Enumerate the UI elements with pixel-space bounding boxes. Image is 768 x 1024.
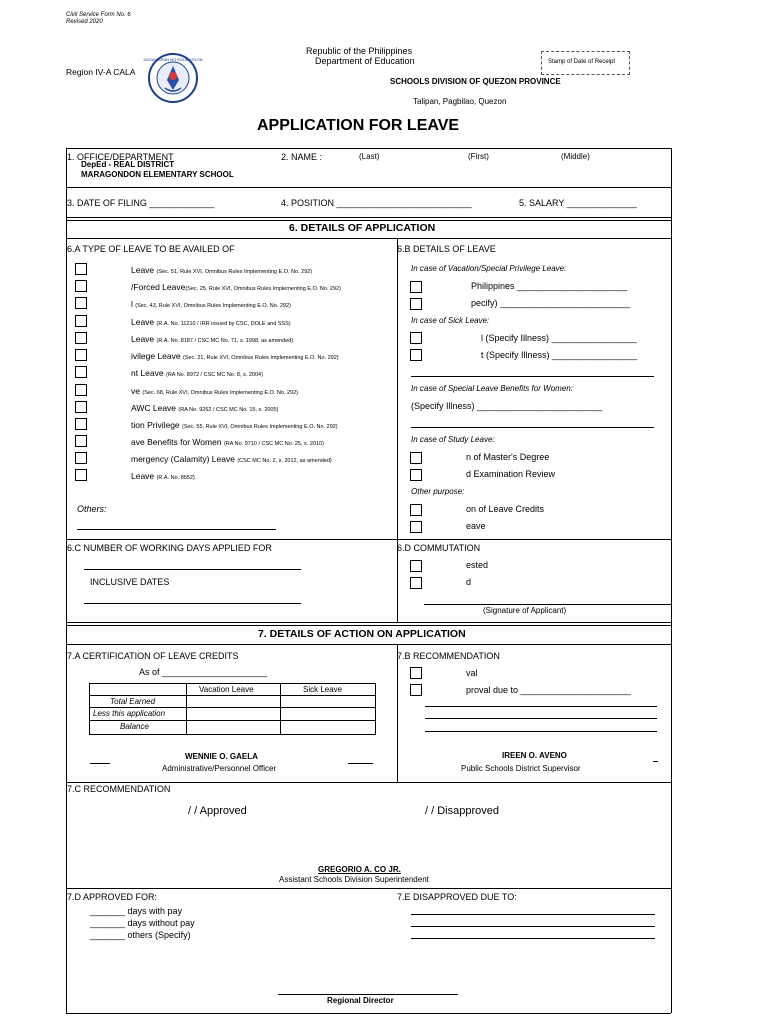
column-divider xyxy=(397,644,398,782)
form-number: Civil Service Form No. 6 xyxy=(66,12,131,18)
other-purpose-heading: Other purpose: xyxy=(411,487,465,496)
leave-type-checkbox[interactable] xyxy=(75,297,87,309)
vacation-heading: In case of Vacation/Special Privilege Leave: xyxy=(411,264,567,273)
vacation-checkbox[interactable] xyxy=(410,281,422,293)
section-6a-title: 6.A TYPE OF LEAVE TO BE AVAILED OF xyxy=(67,244,235,254)
leave-type-checkbox[interactable] xyxy=(75,384,87,396)
recommendation-option-label: proval due to ______________________ xyxy=(466,685,631,695)
table-grid-line xyxy=(89,695,375,696)
first-name-label: (First) xyxy=(468,152,489,161)
office-value-school: MARAGONDON ELEMENTARY SCHOOL xyxy=(81,170,234,179)
other-purpose-label: on of Leave Credits xyxy=(466,504,545,514)
signature-mark xyxy=(90,763,110,764)
divider xyxy=(66,187,671,188)
disapproved-reason-line[interactable] xyxy=(411,938,655,939)
as-of-field[interactable]: As of _____________________ xyxy=(139,667,268,677)
disapproved-reason-line[interactable] xyxy=(411,926,655,927)
receipt-stamp-label: Stamp of Date of Receipt xyxy=(548,59,616,65)
table-grid-line xyxy=(186,683,187,734)
working-days-input-line[interactable] xyxy=(84,569,301,570)
vacation-option-label: Philippines ______________________ xyxy=(471,281,628,291)
deped-seal-logo xyxy=(143,52,203,104)
sick-checkbox[interactable] xyxy=(410,349,422,361)
leave-type-label: nt Leave (RA No. 8972 / CSC MC No. 8, s. 2004) xyxy=(131,368,263,378)
leave-type-checkbox[interactable] xyxy=(75,435,87,447)
table-header-vacation: Vacation Leave xyxy=(199,685,254,694)
other-purpose-label: eave xyxy=(466,521,486,531)
vacation-checkbox[interactable] xyxy=(410,298,422,310)
disapproved-option[interactable]: / / Disapproved xyxy=(425,805,499,817)
leave-type-label: Leave (R.A. No. 8187 / CSC MC No. 71, s. 1998, as amended) xyxy=(131,334,294,344)
section-7c-title: 7.C RECOMMENDATION xyxy=(67,784,171,794)
sick-option-label: l (Specify Illness) _________________ xyxy=(481,333,637,343)
signature-mark xyxy=(348,763,373,764)
leave-type-checkbox[interactable] xyxy=(75,401,87,413)
study-checkbox[interactable] xyxy=(410,452,422,464)
other-purpose-checkbox[interactable] xyxy=(410,521,422,533)
frame-right-border xyxy=(671,148,672,1013)
leave-type-label: /Forced Leave(Sec. 25, Rule XVI, Omnibus Rules Implementing E.O. No. 292) xyxy=(131,282,341,292)
last-name-label: (Last) xyxy=(359,152,380,161)
leave-type-checkbox[interactable] xyxy=(75,452,87,464)
supervisor-name: IREEN O. AVENO xyxy=(502,751,567,760)
leave-type-checkbox[interactable] xyxy=(75,280,87,292)
position-field[interactable]: 4. POSITION ___________________________ xyxy=(281,198,472,208)
leave-type-label: mergency (Calamity) Leave (CSC MC No. 2, s. 2012, as amended) xyxy=(131,454,332,464)
leave-type-label: Leave (R.A. No. 8552) xyxy=(131,471,195,481)
table-row-label: Balance xyxy=(120,722,149,731)
table-grid-line xyxy=(89,707,375,708)
recommendation-reason-line[interactable] xyxy=(425,731,657,732)
signature-mark xyxy=(653,761,658,762)
divider xyxy=(66,782,671,783)
middle-name-label: (Middle) xyxy=(561,152,590,161)
commutation-option-label: d xyxy=(466,577,472,587)
days-without-pay-field[interactable]: _______ days without pay xyxy=(90,918,195,928)
signature-line[interactable] xyxy=(424,604,671,605)
section-7d-title: 7.D APPROVED FOR: xyxy=(67,892,158,902)
recommendation-checkbox[interactable] xyxy=(410,684,422,696)
region-label: Region IV-A CALA xyxy=(66,67,136,77)
divider xyxy=(66,217,671,218)
date-of-filing-field[interactable]: 3. DATE OF FILING _____________ xyxy=(67,198,215,208)
leave-type-label: ave Benefits for Women (RA No. 9710 / CSC MC No. 25, s. 2010) xyxy=(131,437,324,447)
leave-type-label: Leave (Sec. 51, Rule XVI, Omnibus Rules Implementing E.O. No. 292) xyxy=(131,265,313,275)
sick-heading: In case of Sick Leave: xyxy=(411,316,490,325)
frame-top-border xyxy=(66,148,671,149)
office-label: 1. OFFICE/DEPARTMENT xyxy=(67,152,174,162)
sick-checkbox[interactable] xyxy=(410,332,422,344)
divider xyxy=(66,539,671,540)
other-purpose-checkbox[interactable] xyxy=(410,504,422,516)
divider xyxy=(66,220,671,221)
others-label: Others: xyxy=(77,504,107,514)
section-7a-title: 7.A CERTIFICATION OF LEAVE CREDITS xyxy=(67,651,239,661)
leave-type-label: ve (Sec. 68, Rule XVI, Omnibus Rules Implementing E.O. No. 292) xyxy=(131,386,298,396)
others-specify-field[interactable]: _______ others (Specify) xyxy=(90,930,191,940)
women-extra-line[interactable] xyxy=(411,427,654,428)
divider xyxy=(66,238,671,239)
days-with-pay-field[interactable]: _______ days with pay xyxy=(90,906,183,916)
divider xyxy=(66,644,671,645)
leave-type-label: tion Privilege (Sec. 55, Rule XVI, Omnibus Rules Implementing E.O. No. 292) xyxy=(131,420,338,430)
leave-type-checkbox[interactable] xyxy=(75,315,87,327)
section-7-title: 7. DETAILS OF ACTION ON APPLICATION xyxy=(258,628,466,640)
disapproved-reason-line[interactable] xyxy=(411,914,655,915)
women-heading: In case of Special Leave Benefits for Women: xyxy=(411,384,573,393)
office-value-district: DepEd - REAL DISTRICT xyxy=(81,160,175,169)
republic-label: Republic of the Philippines xyxy=(306,46,413,56)
frame-left-border xyxy=(66,148,67,1013)
regional-director-signature-line[interactable] xyxy=(278,994,458,995)
study-checkbox[interactable] xyxy=(410,469,422,481)
leave-type-label: l (Sec. 43, Rule XVI, Omnibus Rules Implementing E.O. No. 292) xyxy=(131,299,291,309)
section-6d-title: 6.D COMMUTATION xyxy=(397,543,481,553)
study-heading: In case of Study Leave: xyxy=(411,435,495,444)
divider xyxy=(66,625,671,626)
inclusive-dates-input-line[interactable] xyxy=(84,603,301,604)
vacation-option-label: pecify) __________________________ xyxy=(471,298,631,308)
department-label: Department of Education xyxy=(315,56,415,66)
sick-option-label: t (Specify Illness) _________________ xyxy=(481,350,638,360)
approved-option[interactable]: / / Approved xyxy=(188,805,247,817)
section-7e-title: 7.E DISAPPROVED DUE TO: xyxy=(397,892,517,902)
form-title: APPLICATION FOR LEAVE xyxy=(257,117,460,134)
sick-extra-line[interactable] xyxy=(411,376,654,377)
leave-type-checkbox[interactable] xyxy=(75,366,87,378)
study-option-label: d Examination Review xyxy=(466,469,556,479)
leave-type-checkbox[interactable] xyxy=(75,418,87,430)
recommendation-reason-line[interactable] xyxy=(425,706,657,707)
women-illness-field[interactable]: (Specify Illness) _________________________ xyxy=(411,401,603,411)
name-label: 2. NAME : xyxy=(281,152,323,162)
commutation-option-label: ested xyxy=(466,560,489,570)
commutation-checkbox[interactable] xyxy=(410,577,422,589)
study-option-label: n of Master's Degree xyxy=(466,452,550,462)
table-header-sick: Sick Leave xyxy=(303,685,343,694)
recommendation-reason-line[interactable] xyxy=(425,718,657,719)
section-6c-title: 6.C NUMBER OF WORKING DAYS APPLIED FOR xyxy=(67,543,272,553)
address-label: Talipan, Pagbilao, Quezon xyxy=(413,97,507,106)
regional-director-title: Regional Director xyxy=(327,996,394,1005)
receipt-stamp-box xyxy=(541,51,630,75)
leave-type-checkbox[interactable] xyxy=(75,263,87,275)
division-label: SCHOOLS DIVISION OF QUEZON PROVINCE xyxy=(390,77,561,86)
section-6-title: 6. DETAILS OF APPLICATION xyxy=(289,222,436,234)
table-grid-line xyxy=(280,683,281,734)
supervisor-title: Public Schools District Supervisor xyxy=(461,764,581,773)
leave-type-label: ivilege Leave (Sec. 21, Rule XVI, Omnibus Rules Implementing E.O. No. 292) xyxy=(131,351,339,361)
signature-label: (Signature of Applicant) xyxy=(483,606,567,615)
table-row-label: Total Earned xyxy=(110,697,156,706)
inclusive-dates-label: INCLUSIVE DATES xyxy=(90,577,170,587)
asds-name: GREGORIO A. CO JR. xyxy=(318,865,401,874)
section-7b-title: 7.B RECOMMENDATION xyxy=(397,651,500,661)
recommendation-checkbox[interactable] xyxy=(410,667,422,679)
recommendation-option-label: val xyxy=(466,668,478,678)
commutation-checkbox[interactable] xyxy=(410,560,422,572)
others-input-line[interactable] xyxy=(77,529,276,530)
frame-bottom-border xyxy=(66,1013,671,1014)
section-6b-title: 6.B DETAILS OF LEAVE xyxy=(397,244,496,254)
asds-title: Assistant Schools Division Superintendent xyxy=(279,875,429,884)
divider xyxy=(66,622,671,623)
leave-type-checkbox[interactable] xyxy=(75,332,87,344)
salary-field[interactable]: 5. SALARY ______________ xyxy=(519,198,637,208)
officer-name: WENNIE O. GAELA xyxy=(185,752,258,761)
divider xyxy=(66,888,671,889)
column-divider xyxy=(397,238,398,622)
leave-type-checkbox[interactable] xyxy=(75,469,87,481)
leave-type-label: AWC Leave (RA No. 9262 / CSC MC No. 15, s. 2005) xyxy=(131,403,279,413)
leave-type-label: Leave (R.A. No. 11210 / IRR issued by CSC, DOLE and SSS) xyxy=(131,317,291,327)
table-grid-line xyxy=(89,720,375,721)
form-revision: Revised 2020 xyxy=(66,19,103,25)
officer-title: Administrative/Personnel Officer xyxy=(162,764,277,773)
table-row-label: Less this application xyxy=(93,709,166,718)
svg-text:KAGAWARAN NG EDUKASYON: KAGAWARAN NG EDUKASYON xyxy=(143,57,203,62)
leave-type-checkbox[interactable] xyxy=(75,349,87,361)
